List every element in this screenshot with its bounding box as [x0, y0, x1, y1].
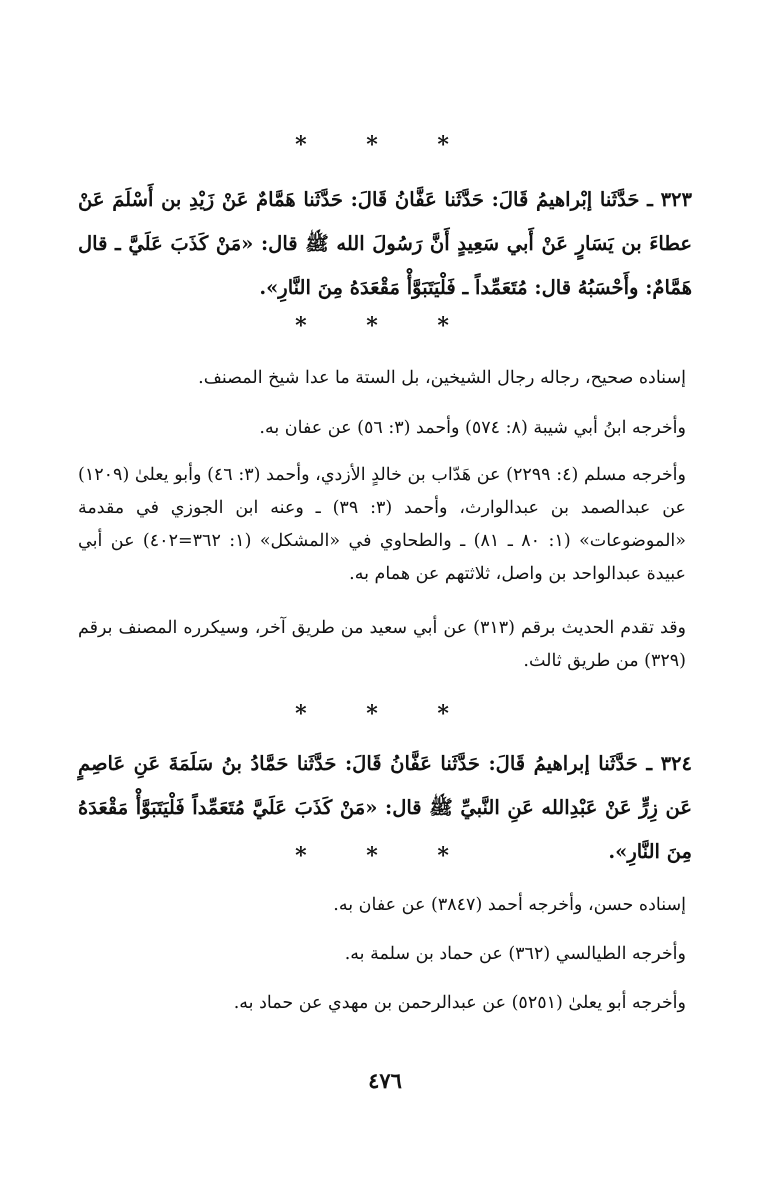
commentary-324-tayalisi: وأخرجه الطيالسي (٣٦٢) عن حماد بن سلمة به.: [344, 944, 686, 964]
hadith-323-text: ٣٢٣ ـ حَدَّثَنا إبْراهيمُ قَالَ: حَدَّثَنا عَفَّانُ قَالَ: حَدَّثَنا هَمَّامٌ عَنْ زَيْدِ بن أَسْلَمَ عَنْ عطاءَ بن يَسَارٍ عَنْ أَبي سَعِيدٍ أَنَّ رَسُولَ الله ﷺ قال: «مَنْ كَذَبَ عَلَيَّ ـ قال هَمَّامٌ: وأَحْسَبُهُ قال: مُتَعَمِّداً ـ فَلْيَتَبَوَّأْ مَقْعَدَهُ مِنَ النَّارِ».: [78, 188, 692, 299]
section-separator: * * *: [295, 843, 475, 869]
hadith-324-text: ٣٢٤ ـ حَدَّثَنا إبراهيمُ قَالَ: حَدَّثَنا عَفَّانُ قَالَ: حَدَّثَنا حَمَّادُ بنُ سَلَمَةَ عَنِ عَاصِمٍ عَن زِرٍّ عَنْ عَبْدِالله عَنِ النَّبيِّ ﷺ قال: «مَنْ كَذَبَ عَلَيَّ مُتَعَمِّداً فَلْيَتَبَوَّأْ مَقْعَدَهُ مِنَ النَّارِ».: [78, 752, 692, 863]
section-separator: * * *: [295, 701, 475, 727]
commentary-324-abu-yala: وأخرجه أبو يعلىٰ (٥٢٥١) عن عبدالرحمن بن مهدي عن حماد به.: [233, 993, 686, 1013]
commentary-324-isnad: إسناده حسن، وأخرجه أحمد (٣٨٤٧) عن عفان به.: [333, 895, 686, 915]
section-separator: * * *: [295, 132, 475, 158]
section-separator: * * *: [295, 313, 475, 339]
commentary-323-isnad: إسناده صحيح، رجاله رجال الشيخين، بل الستة ما عدا شيخ المصنف.: [198, 368, 686, 388]
commentary-323-cross-reference: وقد تقدم الحديث برقم (٣١٣) عن أبي سعيد من طريق آخر، وسيكرره المصنف برقم (٣٢٩) من طريق ثالث.: [78, 618, 687, 671]
commentary-323-ibn-abi-shaybah: وأخرجه ابنُ أبي شيبة (٨: ٥٧٤) وأحمد (٣: ٥٦) عن عفان به.: [259, 418, 686, 438]
page-number: ٤٧٦: [368, 1068, 402, 1093]
commentary-323-muslim: وأخرجه مسلم (٤: ٢٢٩٩) عن هَدّاب بن خالدٍ الأزدي، وأحمد (٣: ٤٦) وأبو يعلىٰ (١٢٠٩) عن عبدالصمد بن عبدالوارث، وأحمد (٣: ٣٩) ـ وعنه ابن الجوزي في مقدمة «الموضوعات» (١: ٨٠ ـ ٨١) ـ والطحاوي في «المشكل» (١: ٣٦٢=٤٠٢) عن أبي عبيدة عبدالواحد بن واصل، ثلاثتهم عن همام به.: [78, 465, 686, 584]
